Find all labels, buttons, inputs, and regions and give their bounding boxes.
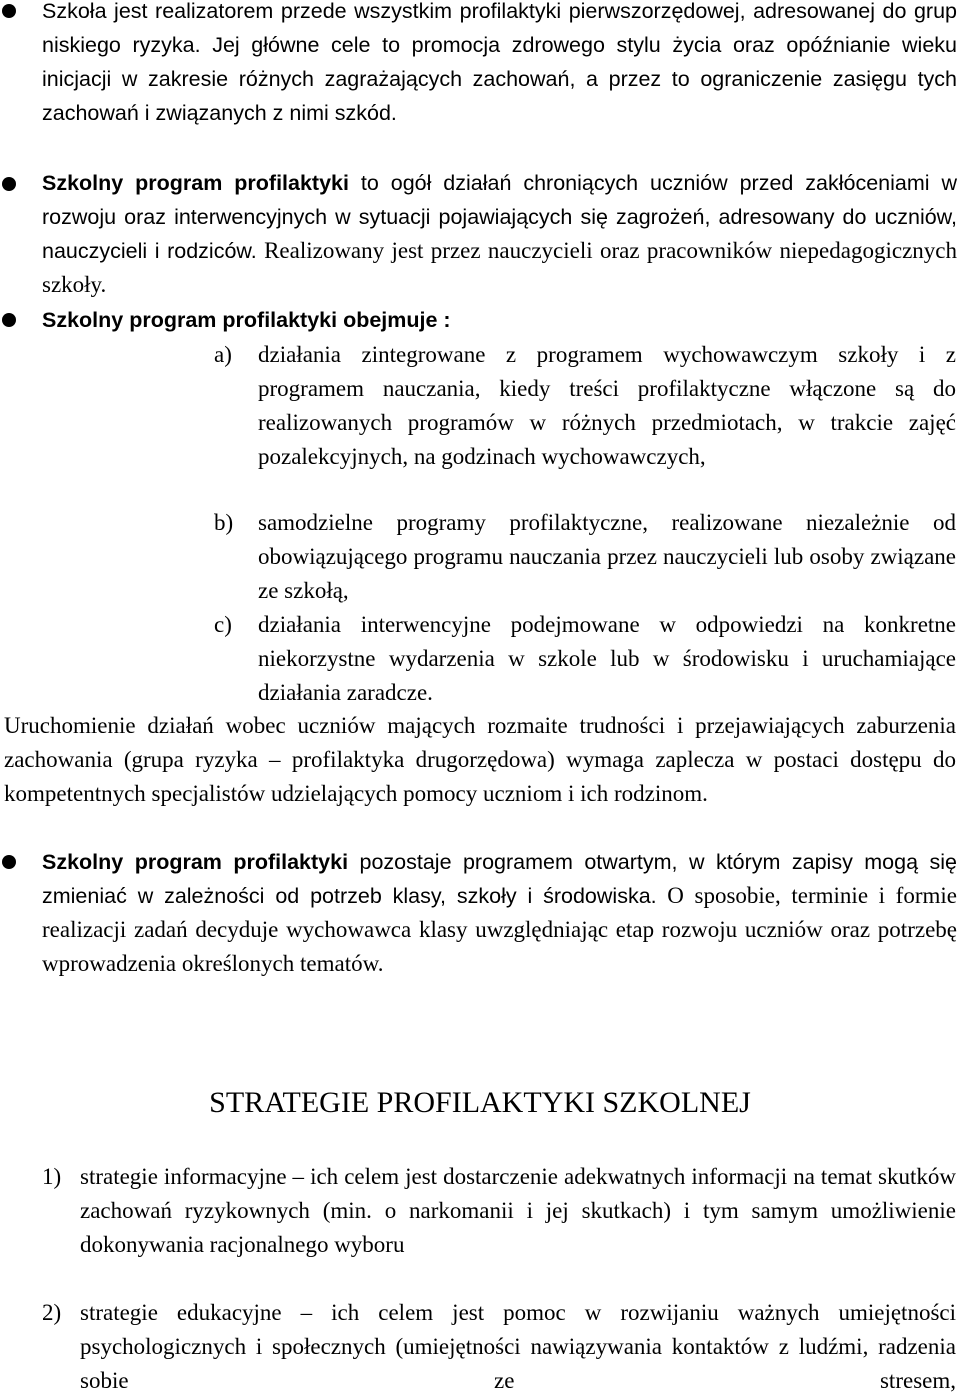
list-label-c: c) <box>214 612 232 637</box>
bold-term: Szkolny program profilaktyki <box>42 171 349 195</box>
paragraph-open-program <box>42 845 957 981</box>
paragraph-school-role <box>42 0 957 130</box>
bullet-icon <box>2 177 16 191</box>
paragraph-program-definition <box>42 166 957 302</box>
section-heading: STRATEGIE PROFILAKTYKI SZKOLNEJ <box>209 1086 751 1119</box>
bullet-icon <box>2 313 16 327</box>
paragraph-text: pozostaje programem otwartym, w którym zapisy mogą się zmieniać w zależności od potrzeb klasy, szkoły i środowiska. <box>42 850 957 908</box>
paragraph-text: Uruchomienie działań wobec uczniów mających rozmaite trudności i przejawiających zaburzenia zachowania (grupa ryzyka – profilaktyka drugorzędowa) wymaga zaplecza w postaci dostępu do kompetentnych specjalistów udzielających pomocy uczniom i ich rodzinom. <box>4 713 956 806</box>
list-item-c <box>258 608 956 710</box>
paragraph-text-serif: Realizowany jest przez nauczycieli oraz pracowników niepedagogicznych szkoły. <box>42 238 957 297</box>
strategy-text: strategie informacyjne – ich celem jest dostarczenie adekwatnych informacji na temat skutków zachowań ryzykownych (min. o narkomanii i jej skutkach) i tym samym umożliwienie dokonywania racjonalnego wyboru <box>80 1164 956 1257</box>
list-label-b: b) <box>214 510 234 535</box>
strategy-label-1: 1) <box>42 1164 62 1189</box>
list-item-b <box>258 506 956 608</box>
bullet-icon <box>2 855 16 869</box>
paragraph-text: Szkoła jest realizatorem przede wszystkim profilaktyki pierwszorzędowej, adresowanej do grup niskiego ryzyka. Jej główne cele to promocja zdrowego stylu życia oraz opóźnianie wieku inicjacji w zakresie różnych zagrażających zachowań, a przez to ograniczenie zasięgu tych zachowań i związanych z nimi szkód. <box>42 0 957 125</box>
paragraph-text: to ogół działań chroniących uczniów przed zakłóceniami w rozwoju oraz interwencyjnych w sytuacji pojawiających się zagrożeń, adresowany do uczniów, nauczycieli i rodziców. <box>42 171 957 263</box>
paragraph-secondary-prevention <box>4 709 956 811</box>
list-item-text: samodzielne programy profilaktyczne, realizowane niezależnie od obowiązującego programu nauczania przez nauczycieli lub osoby związane ze szkołą, <box>258 510 956 603</box>
paragraph-text-serif: O sposobie, terminie i formie realizacji zadań decyduje wychowawca klasy uwzględniając etap rozwoju uczniów oraz potrzebę wprowadzenia określonych tematów. <box>42 883 957 976</box>
list-item-text: działania interwencyjne podejmowane w odpowiedzi na konkretne niekorzystne wydarzenia w szkole lub w środowisku i uruchamiające działania zaradcze. <box>258 612 956 705</box>
bullet-icon <box>2 4 16 18</box>
strategy-label-2: 2) <box>42 1300 62 1325</box>
strategy-item-educational <box>80 1296 956 1398</box>
list-item-a <box>258 338 956 474</box>
strategy-text: strategie edukacyjne – ich celem jest pomoc w rozwijaniu ważnych umiejętności psychologicznych i społecznych (umiejętności nawiązywania kontaktów z ludźmi, radzenia sobie ze stresem, <box>80 1300 956 1393</box>
list-label-a: a) <box>214 342 232 367</box>
bold-heading: Szkolny program profilaktyki obejmuje : <box>42 308 451 332</box>
list-item-text: działania zintegrowane z programem wychowawczym szkoły i z programem nauczania, kiedy treści profilaktyczne włączone są do realizowanych programów w różnych przedmiotach, w trakcie zajęć pozalekcyjnych, na godzinach wychowawczych, <box>258 342 956 469</box>
paragraph-program-includes <box>42 303 957 337</box>
strategy-item-informational <box>80 1160 956 1262</box>
bold-term: Szkolny program profilaktyki <box>42 850 349 874</box>
